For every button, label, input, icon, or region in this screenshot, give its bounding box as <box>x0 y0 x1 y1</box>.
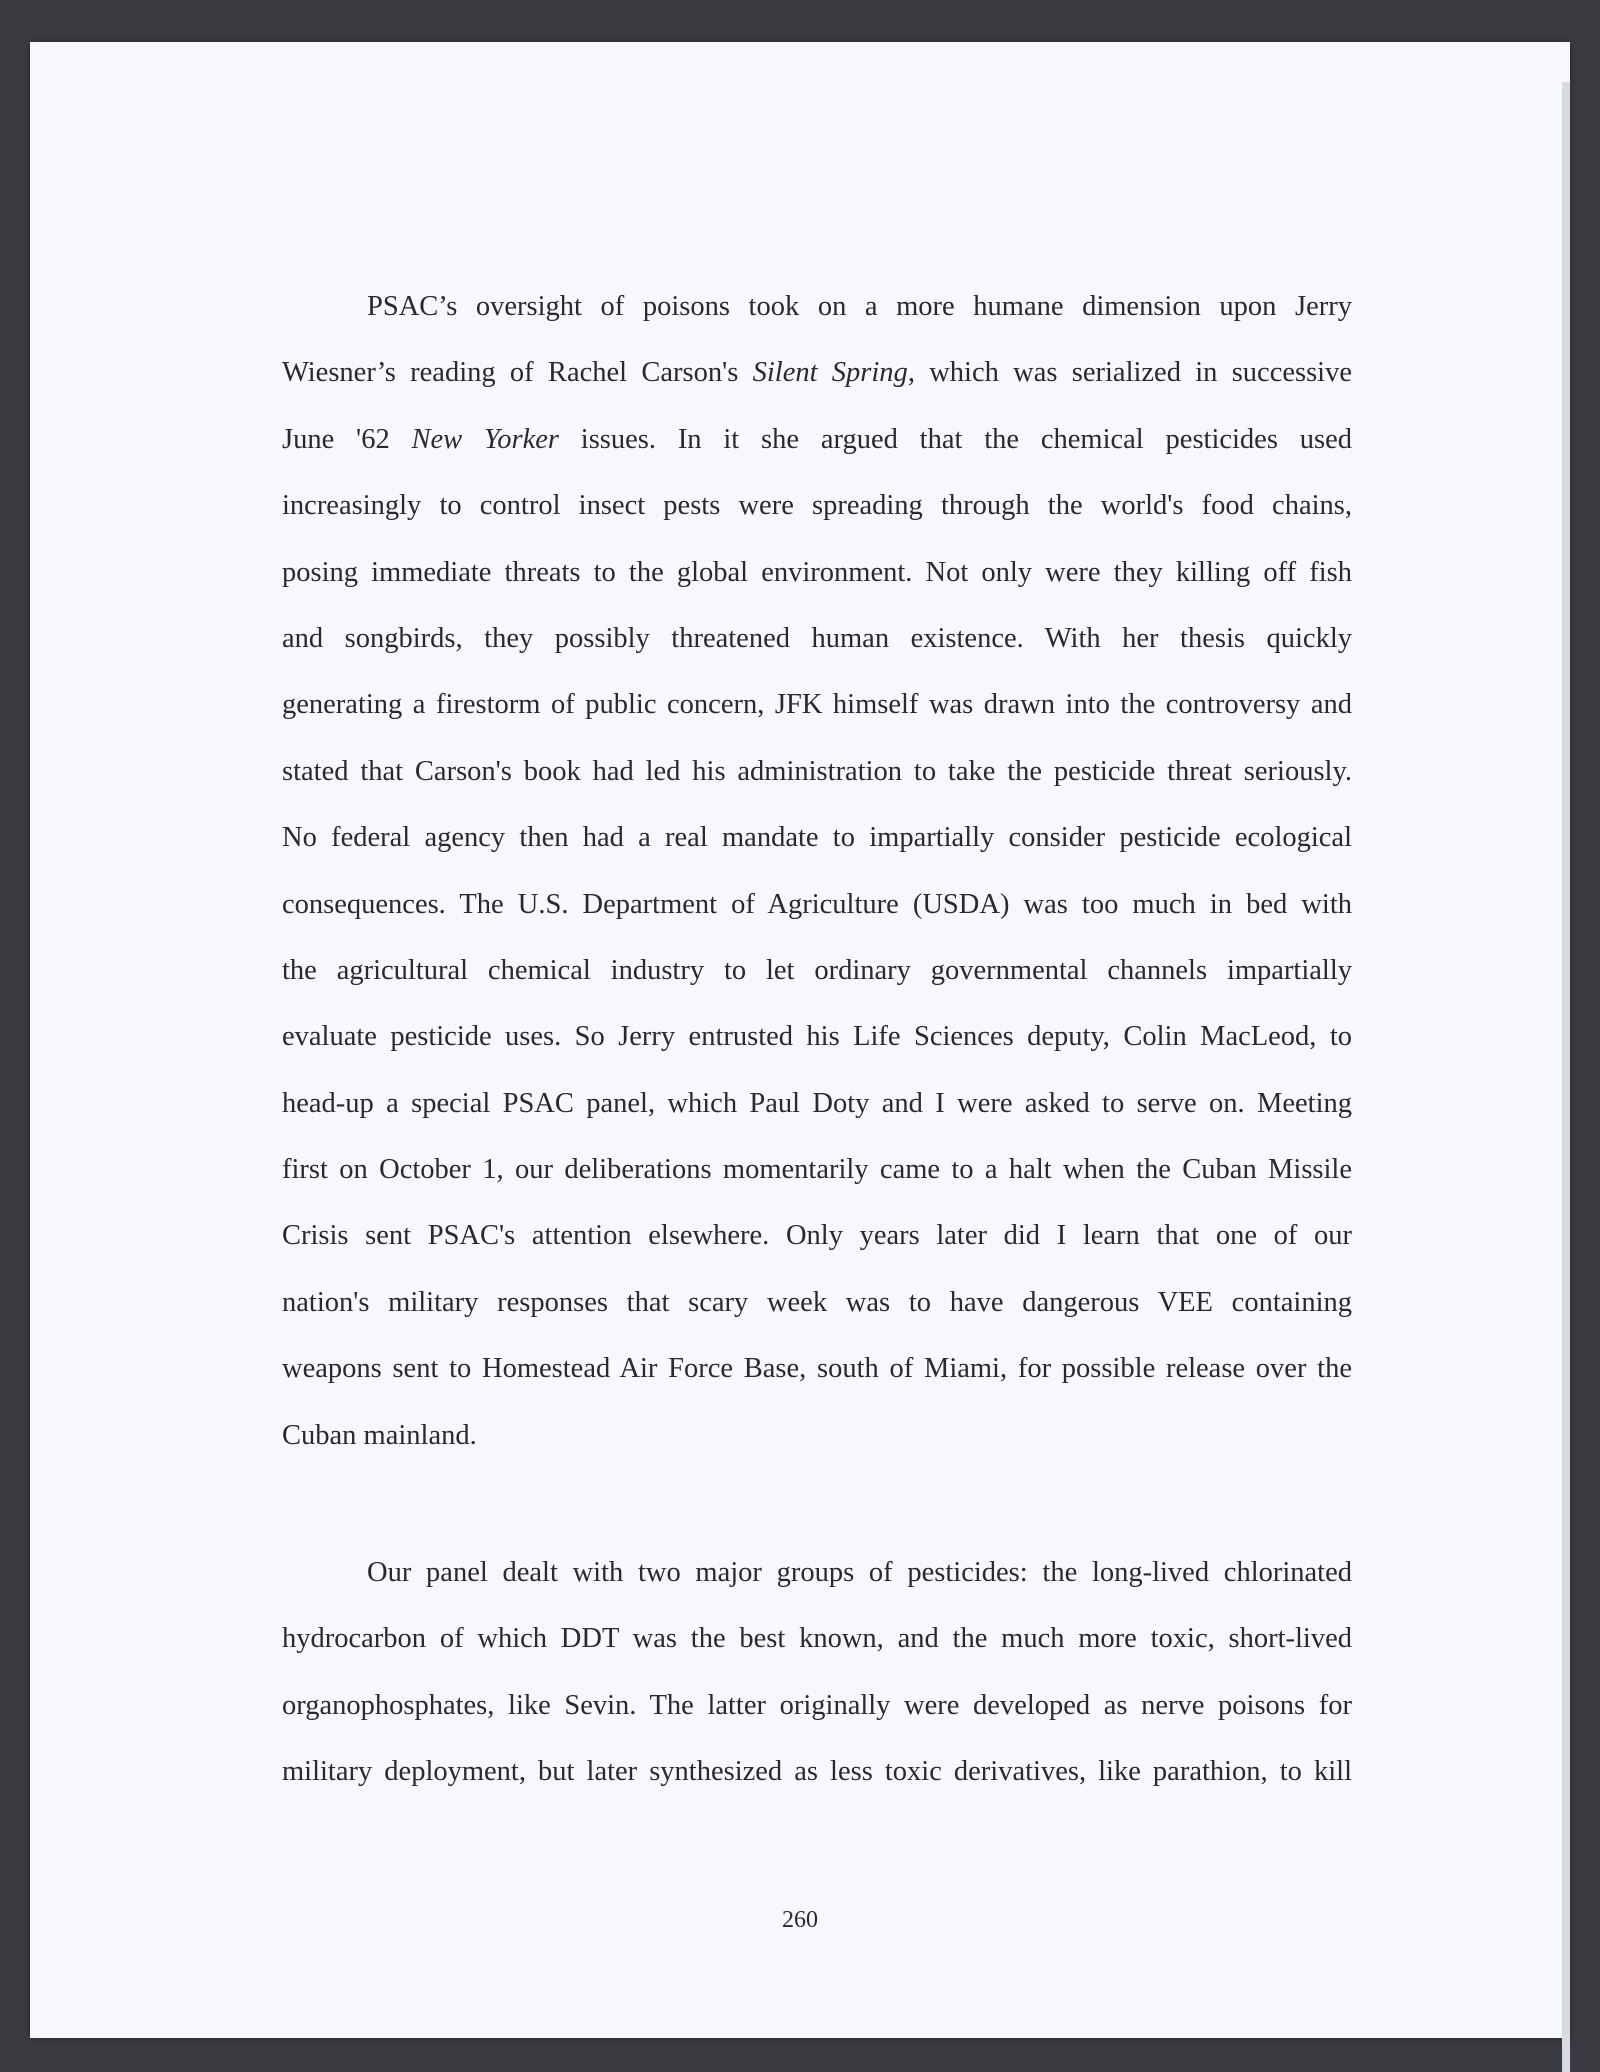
text-line: Our panel dealt with two major groups of pesticides: the long-lived chlorinated <box>367 1557 1352 1588</box>
text-line: generating a firestorm of public concern, JFK himself was drawn into the controversy and <box>282 689 1352 721</box>
text-line: nation's military responses that scary week was to have dangerous VEE containing <box>282 1286 1352 1318</box>
text-line: Wiesner’s reading of Rachel Carson's Silent Spring, which was serialized in successive <box>282 357 1352 389</box>
text-line: PSAC’s oversight of poisons took on a more humane dimension upon Jerry <box>367 291 1352 322</box>
text-line: consequences. The U.S. Department of Agriculture (USDA) was too much in bed with <box>282 888 1352 920</box>
text-line: No federal agency then had a real mandate to impartially consider pesticide ecological <box>282 822 1352 854</box>
text-line: stated that Carson's book had led his administration to take the pesticide threat seriously. <box>282 755 1352 787</box>
text-line: Cuban mainland. <box>282 1419 477 1451</box>
paragraph-1 <box>282 274 1352 1469</box>
text-line: evaluate pesticide uses. So Jerry entrusted his Life Sciences deputy, Colin MacLeod, to <box>282 1021 1352 1053</box>
text-line: increasingly to control insect pests were spreading through the world's food chains, <box>282 490 1352 522</box>
text-line: head-up a special PSAC panel, which Paul Doty and I were asked to serve on. Meeting <box>282 1087 1352 1119</box>
text-line: posing immediate threats to the global environment. Not only were they killing off fish <box>282 556 1352 588</box>
text-line: first on October 1, our deliberations momentarily came to a halt when the Cuban Missile <box>282 1154 1352 1186</box>
text-line: weapons sent to Homestead Air Force Base, south of Miami, for possible release over the <box>282 1353 1352 1385</box>
text-line: hydrocarbon of which DDT was the best known, and the much more toxic, short-lived <box>282 1623 1352 1655</box>
page-edge <box>1562 82 1570 2072</box>
text-line: Crisis sent PSAC's attention elsewhere. Only years later did I learn that one of our <box>282 1220 1352 1252</box>
text-line: the agricultural chemical industry to let ordinary governmental channels impartially <box>282 954 1352 986</box>
page-number: 260 <box>782 1907 818 1933</box>
text-line: and songbirds, they possibly threatened human existence. With her thesis quickly <box>282 622 1352 654</box>
document-page <box>30 42 1570 2038</box>
text-line: June '62 New Yorker issues. In it she argued that the chemical pesticides used <box>282 423 1352 455</box>
italic-title: Silent Spring <box>752 357 908 389</box>
text-line: organophosphates, like Sevin. The latter originally were developed as nerve poisons for <box>282 1689 1352 1721</box>
text-line: military deployment, but later synthesized as less toxic derivatives, like parathion, to kill <box>282 1756 1352 1788</box>
italic-title: New Yorker <box>411 423 559 455</box>
paragraph-2 <box>282 1540 1352 1806</box>
